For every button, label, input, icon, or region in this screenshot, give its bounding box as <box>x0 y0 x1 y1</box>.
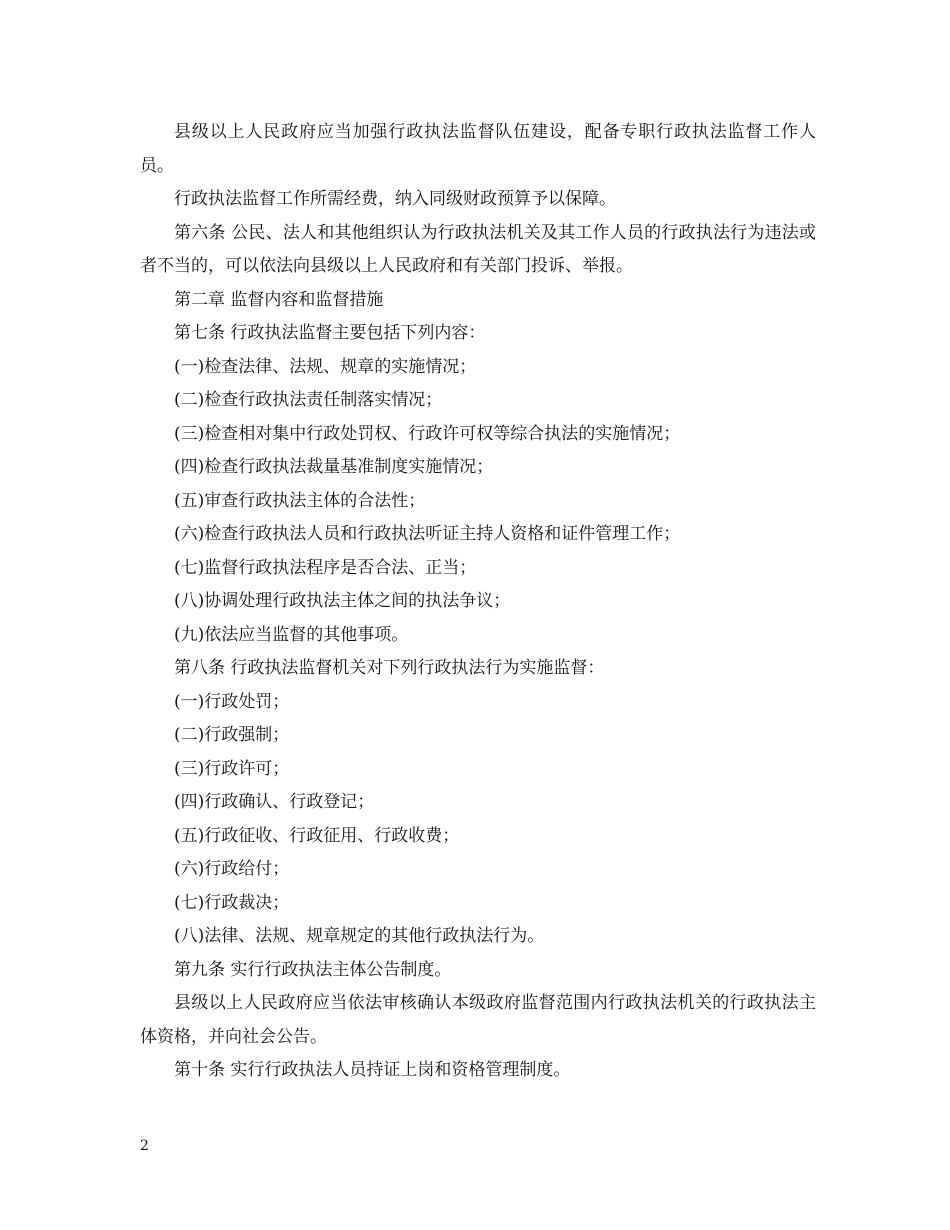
list-item: (七)监督行政执法程序是否合法、正当； <box>174 557 477 578</box>
article-paragraph: 第六条 公民、法人和其他组织认为行政执法机关及其工作人员的行政执法行为违法或者不当的，可以依法向县级以上人民政府和有关部门投诉、举报。 <box>140 222 816 276</box>
list-item: (三)检查相对集中行政处罚权、行政许可权等综合执法的实施情况； <box>174 423 681 444</box>
list-item: (一)行政处罚； <box>174 691 290 712</box>
paragraph: 县级以上人民政府应当依法审核确认本级政府监督范围内行政执法机关的行政执法主体资格，并向社会公告。 <box>140 993 816 1047</box>
list-item: (四)行政确认、行政登记； <box>174 792 375 812</box>
list-item: (五)行政征收、行政征用、行政收费； <box>174 825 460 846</box>
list-item: (八)协调处理行政执法主体之间的执法争议； <box>174 591 511 611</box>
article-paragraph: 第十条 实行行政执法人员持证上岗和资格管理制度。 <box>174 1060 571 1080</box>
paragraph: 行政执法监督工作所需经费，纳入同级财政预算予以保障。 <box>174 189 616 209</box>
list-item: (三)行政许可； <box>174 758 290 779</box>
article-paragraph: 第八条 行政执法监督机关对下列行政执法行为实施监督： <box>174 658 605 678</box>
list-item: (八)法律、法规、规章规定的其他行政执法行为。 <box>174 926 545 946</box>
chapter-heading: 第二章 监督内容和监督措施 <box>174 289 384 310</box>
list-item: (七)行政裁决； <box>174 892 290 913</box>
list-item: (二)行政强制； <box>174 725 290 745</box>
paragraph: 县级以上人民政府应当加强行政执法监督队伍建设，配备专职行政执法监督工作人员。 <box>140 122 816 176</box>
list-item: (九)依法应当监督的其他事项。 <box>174 624 409 645</box>
document-body <box>140 116 816 1088</box>
list-item: (一)检查法律、法规、规章的实施情况； <box>174 356 477 377</box>
article-paragraph: 第九条 实行行政执法主体公告制度。 <box>174 959 452 980</box>
list-item: (五)审查行政执法主体的合法性； <box>174 490 426 511</box>
article-paragraph: 第七条 行政执法监督主要包括下列内容： <box>174 323 486 343</box>
list-item: (四)检查行政执法裁量基准制度实施情况； <box>174 457 494 477</box>
list-item: (六)行政给付； <box>174 859 290 879</box>
list-item: (二)检查行政执法责任制落实情况； <box>174 390 443 410</box>
page-number: 2 <box>140 1138 149 1154</box>
list-item: (六)检查行政执法人员和行政执法听证主持人资格和证件管理工作； <box>174 524 681 544</box>
